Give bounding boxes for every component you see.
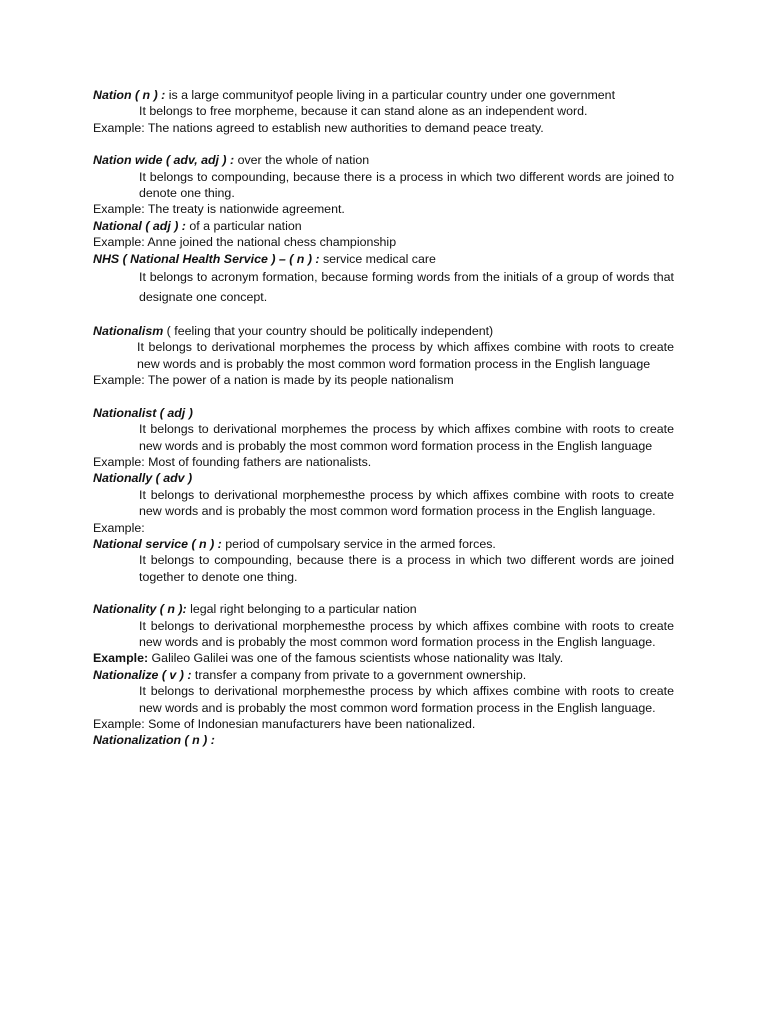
entry-example: Example: The power of a nation is made by its people nationalism [93, 373, 454, 388]
entry-example: Example: The nations agreed to establish new authorities to demand peace treaty. [93, 120, 544, 135]
entry-term: National service ( n ) : [93, 536, 222, 551]
entry-term: Nationalism [93, 324, 164, 339]
entry-national-service [93, 536, 674, 552]
entry-example: Example: [93, 520, 145, 535]
entry-explanation: It belongs to derivational morphemes the process by which affixes combine with roots to create new words and is probably the most common word formation process in the English language [137, 340, 674, 371]
entry-explanation: It belongs to derivational morphemesthe process by which affixes combine with roots to create new words and is probably the most common word formation process in the English language. [139, 487, 674, 519]
entry-term: National ( adj ) : [93, 218, 186, 233]
entry-nationalize [93, 667, 674, 683]
entry-nhs [93, 251, 674, 267]
entry-explanation: It belongs to compounding, because there is a process in which two different words are joined to denote one thing. [139, 169, 674, 201]
entry-explanation: It belongs to acronym formation, because forming words from the initials of a group of words that designate one concept. [139, 270, 674, 305]
entry-nationalist [93, 405, 674, 421]
entry-nationally [93, 470, 674, 486]
entry-term: Nationalize ( v ) : [93, 667, 192, 682]
entry-explanation: It belongs to free morpheme, because it can stand alone as an independent word. [139, 104, 588, 119]
entry-definition: service medical care [319, 251, 436, 266]
spacer [93, 307, 674, 323]
entry-example: Example: Anne joined the national chess championship [93, 235, 397, 250]
entry-nationalism [93, 323, 674, 339]
entry-definition: transfer a company from private to a government ownership. [191, 667, 527, 682]
entry-nationality [93, 601, 674, 617]
entry-term: Nationally ( adv ) [93, 471, 193, 486]
entry-term: Nationality ( n ): [93, 602, 187, 617]
spacer [93, 136, 674, 152]
entry-national [93, 218, 674, 234]
entry-example: Example: The treaty is nationwide agreement. [93, 202, 345, 217]
entry-term: Nationalization ( n ) : [93, 733, 215, 748]
document-page [93, 87, 674, 749]
entry-definition: of a particular nation [185, 218, 302, 233]
entry-term: Nation wide ( adv, adj ) : [93, 153, 235, 168]
entry-nation-wide [93, 152, 674, 168]
entry-term: NHS ( National Health Service ) – ( n ) : [93, 251, 320, 266]
entry-definition: is a large communityof people living in a particular country under one government [165, 88, 616, 102]
entry-example [93, 650, 674, 666]
entry-explanation: It belongs to derivational morphemesthe process by which affixes combine with roots to create new words and is probably the most common word formation process in the English language. [139, 618, 674, 649]
entry-example: Example: Some of Indonesian manufacturers have been nationalized. [93, 717, 476, 731]
entry-definition: legal right belonging to a particular nation [186, 602, 417, 617]
entry-explanation: It belongs to derivational morphemesthe process by which affixes combine with roots to create new words and is probably the most common word formation process in the English language. [139, 684, 674, 715]
example-label: Example: [93, 651, 149, 666]
entry-term: Nation ( n ) : [93, 88, 166, 102]
entry-example: Example: Most of founding fathers are nationalists. [93, 454, 372, 469]
entry-term: Nationalist ( adj ) [93, 405, 193, 420]
example-text: Galileo Galilei was one of the famous scientists whose nationality was Italy. [148, 651, 564, 666]
entry-explanation: It belongs to compounding, because there is a process in which two different words are joined together to denote one thing. [139, 553, 674, 584]
entry-nationalization [93, 732, 674, 748]
entry-definition: period of cumpolsary service in the armed forces. [221, 536, 496, 551]
spacer [93, 585, 674, 601]
entry-nation [93, 87, 674, 103]
entry-definition: over the whole of nation [234, 153, 370, 168]
entry-explanation: It belongs to derivational morphemes the process by which affixes combine with roots to create new words and is probably the most common word formation process in the English language [139, 422, 674, 453]
entry-definition: ( feeling that your country should be politically independent) [163, 324, 494, 339]
spacer [93, 389, 674, 405]
